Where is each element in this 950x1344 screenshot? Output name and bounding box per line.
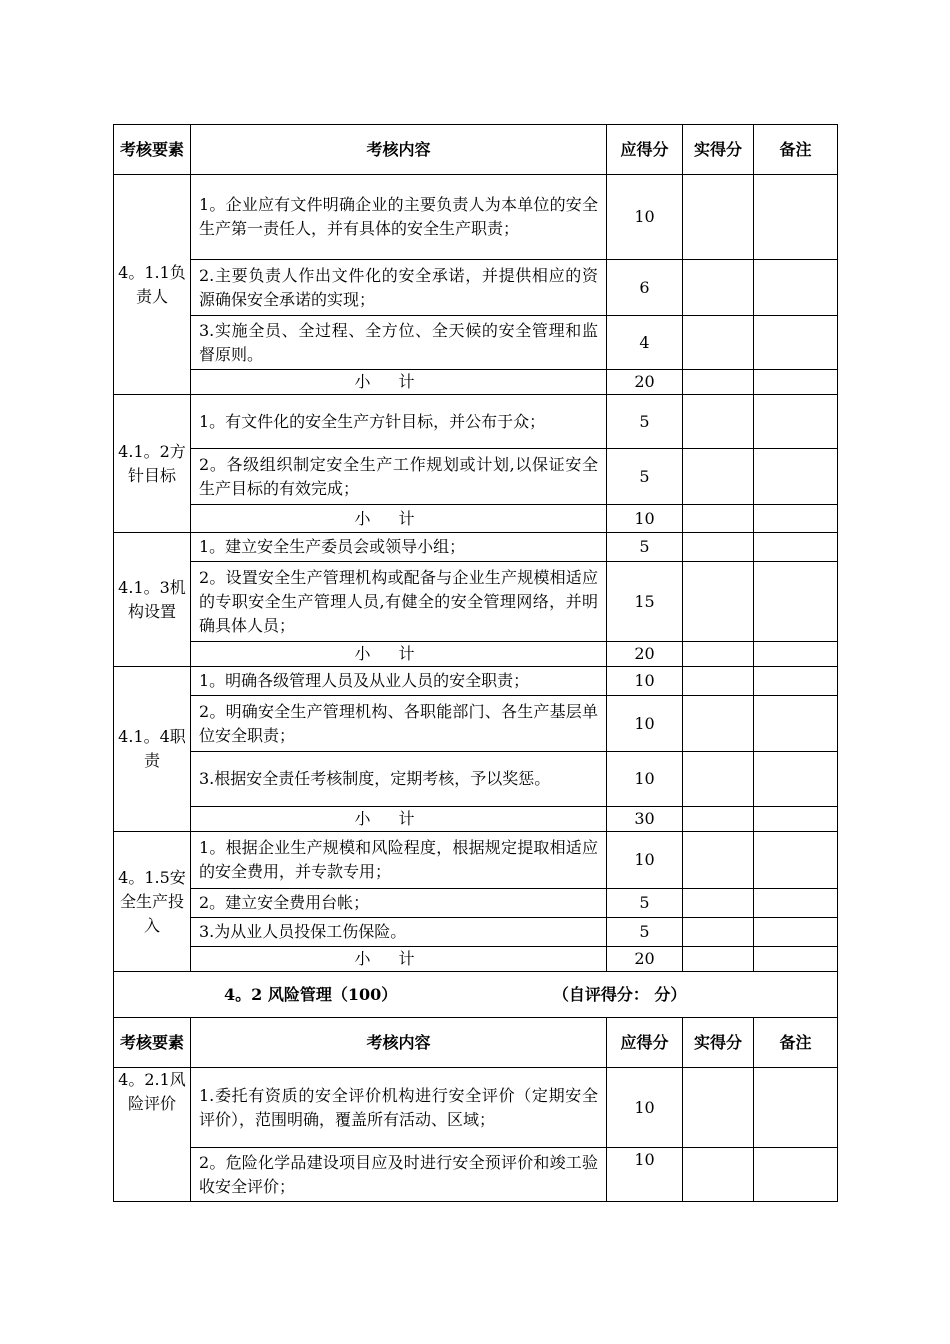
subtotal-label: 小计: [191, 947, 607, 972]
actual-score-cell[interactable]: [683, 260, 754, 316]
subtotal-row: [114, 947, 838, 972]
remark-cell[interactable]: [754, 807, 838, 832]
actual-score-cell[interactable]: [683, 667, 754, 696]
header-due-score: 应得分: [607, 125, 683, 175]
header-element: 考核要素: [114, 125, 191, 175]
content-cell: 2。建立安全费用台帐；: [191, 889, 607, 918]
due-score-cell: 5: [607, 395, 683, 449]
content-cell: 1。有文件化的安全生产方针目标，并公布于众；: [191, 395, 607, 449]
content-cell: 2。各级组织制定安全生产工作规划或计划,以保证安全生产目标的有效完成；: [191, 449, 607, 505]
table-row: [114, 175, 838, 260]
remark-cell[interactable]: [754, 175, 838, 260]
due-score-cell: 10: [607, 667, 683, 696]
actual-score-cell[interactable]: [683, 642, 754, 667]
content-cell: 2。危险化学品建设项目应及时进行安全预评价和竣工验收安全评价；: [191, 1148, 607, 1202]
header-row: [114, 125, 838, 175]
header-element: 考核要素: [114, 1018, 191, 1068]
assessment-table: [113, 124, 838, 1202]
element-cell: 4。1.5安全生产投入: [114, 832, 191, 972]
actual-score-cell[interactable]: [683, 918, 754, 947]
subtotal-score: 20: [607, 947, 683, 972]
actual-score-cell[interactable]: [683, 449, 754, 505]
actual-score-cell[interactable]: [683, 370, 754, 395]
table-row: [114, 449, 838, 505]
subtotal-score: 30: [607, 807, 683, 832]
remark-cell[interactable]: [754, 1148, 838, 1202]
remark-cell[interactable]: [754, 1068, 838, 1148]
remark-cell[interactable]: [754, 889, 838, 918]
remark-cell[interactable]: [754, 696, 838, 752]
actual-score-cell[interactable]: [683, 752, 754, 807]
subtotal-row: [114, 642, 838, 667]
table-row: [114, 316, 838, 370]
due-score-cell: 5: [607, 889, 683, 918]
element-cell: 4。2.1风险评价: [114, 1068, 191, 1202]
subtotal-label: 小计: [191, 642, 607, 667]
header-due-score: 应得分: [607, 1018, 683, 1068]
element-cell: 4.1。3机构设置: [114, 533, 191, 667]
section-heading: [114, 972, 838, 1018]
section-title: 4。2 风险管理（100）: [224, 984, 398, 1004]
due-score-cell: 4: [607, 316, 683, 370]
actual-score-cell[interactable]: [683, 505, 754, 533]
element-cell: 4.1。4职责: [114, 667, 191, 832]
header-content: 考核内容: [191, 125, 607, 175]
header-actual-score: 实得分: [683, 125, 754, 175]
header-remark: 备注: [754, 1018, 838, 1068]
content-cell: 2.主要负责人作出文件化的安全承诺，并提供相应的资源确保安全承诺的实现；: [191, 260, 607, 316]
header-actual-score: 实得分: [683, 1018, 754, 1068]
table-row: [114, 533, 838, 562]
subtotal-score: 20: [607, 642, 683, 667]
remark-cell[interactable]: [754, 947, 838, 972]
table-row: [114, 1068, 838, 1148]
remark-cell[interactable]: [754, 316, 838, 370]
content-cell: 2。明确安全生产管理机构、各职能部门、各生产基层单位安全职责；: [191, 696, 607, 752]
table-row: [114, 889, 838, 918]
remark-cell[interactable]: [754, 667, 838, 696]
table-row: [114, 667, 838, 696]
remark-cell[interactable]: [754, 449, 838, 505]
remark-cell[interactable]: [754, 832, 838, 889]
actual-score-cell[interactable]: [683, 1068, 754, 1148]
content-cell: 1.委托有资质的安全评价机构进行安全评价（定期安全评价），范围明确，覆盖所有活动、区域；: [191, 1068, 607, 1148]
due-score-cell: 15: [607, 562, 683, 642]
actual-score-cell[interactable]: [683, 807, 754, 832]
header-content: 考核内容: [191, 1018, 607, 1068]
subtotal-label: 小计: [191, 370, 607, 395]
content-cell: 2。设置安全生产管理机构或配备与企业生产规模相适应的专职安全生产管理人员,有健全的安全管理网络，并明确具体人员；: [191, 562, 607, 642]
actual-score-cell[interactable]: [683, 1148, 754, 1202]
remark-cell[interactable]: [754, 533, 838, 562]
table-row: [114, 1148, 838, 1202]
due-score-cell: 5: [607, 449, 683, 505]
due-score-cell: 10: [607, 175, 683, 260]
content-cell: 1。根据企业生产规模和风险程度，根据规定提取相适应的安全费用，并专款专用；: [191, 832, 607, 889]
subtotal-row: [114, 370, 838, 395]
subtotal-score: 20: [607, 370, 683, 395]
content-cell: 1。建立安全生产委员会或领导小组；: [191, 533, 607, 562]
table-row: [114, 562, 838, 642]
content-cell: 3.为从业人员投保工伤保险。: [191, 918, 607, 947]
table-row: [114, 696, 838, 752]
due-score-cell: 10: [607, 1068, 683, 1148]
remark-cell[interactable]: [754, 752, 838, 807]
subtotal-row: [114, 505, 838, 533]
actual-score-cell[interactable]: [683, 947, 754, 972]
remark-cell[interactable]: [754, 642, 838, 667]
due-score-cell: 10: [607, 1148, 683, 1202]
due-score-cell: 5: [607, 533, 683, 562]
due-score-cell: 10: [607, 832, 683, 889]
actual-score-cell[interactable]: [683, 395, 754, 449]
actual-score-cell[interactable]: [683, 175, 754, 260]
remark-cell[interactable]: [754, 260, 838, 316]
element-cell: 4.1。2方针目标: [114, 395, 191, 533]
element-cell: 4。1.1负责人: [114, 175, 191, 395]
subtotal-score: 10: [607, 505, 683, 533]
remark-cell[interactable]: [754, 505, 838, 533]
actual-score-cell[interactable]: [683, 832, 754, 889]
remark-cell[interactable]: [754, 918, 838, 947]
subtotal-label: 小计: [191, 807, 607, 832]
table-row: [114, 260, 838, 316]
content-cell: 3.实施全员、全过程、全方位、全天候的安全管理和监督原则。: [191, 316, 607, 370]
actual-score-cell[interactable]: [683, 316, 754, 370]
actual-score-cell[interactable]: [683, 889, 754, 918]
due-score-cell: 10: [607, 696, 683, 752]
actual-score-cell[interactable]: [683, 562, 754, 642]
table-row: [114, 832, 838, 889]
content-cell: 3.根据安全责任考核制度，定期考核，予以奖惩。: [191, 752, 607, 807]
table-row: [114, 918, 838, 947]
header-remark: 备注: [754, 125, 838, 175]
document-page: [113, 124, 837, 1202]
due-score-cell: 6: [607, 260, 683, 316]
section-self-score: （自评得分： 分）: [552, 984, 687, 1004]
header-row: [114, 1018, 838, 1068]
actual-score-cell[interactable]: [683, 533, 754, 562]
actual-score-cell[interactable]: [683, 696, 754, 752]
subtotal-label: 小计: [191, 505, 607, 533]
table-row: [114, 395, 838, 449]
table-row: [114, 752, 838, 807]
section-row: [114, 972, 838, 1018]
assessment-table-body: [114, 125, 838, 1202]
subtotal-row: [114, 807, 838, 832]
content-cell: 1。明确各级管理人员及从业人员的安全职责；: [191, 667, 607, 696]
content-cell: 1。企业应有文件明确企业的主要负责人为本单位的安全生产第一责任人，并有具体的安全生产职责；: [191, 175, 607, 260]
remark-cell[interactable]: [754, 562, 838, 642]
remark-cell[interactable]: [754, 370, 838, 395]
due-score-cell: 10: [607, 752, 683, 807]
due-score-cell: 5: [607, 918, 683, 947]
remark-cell[interactable]: [754, 395, 838, 449]
